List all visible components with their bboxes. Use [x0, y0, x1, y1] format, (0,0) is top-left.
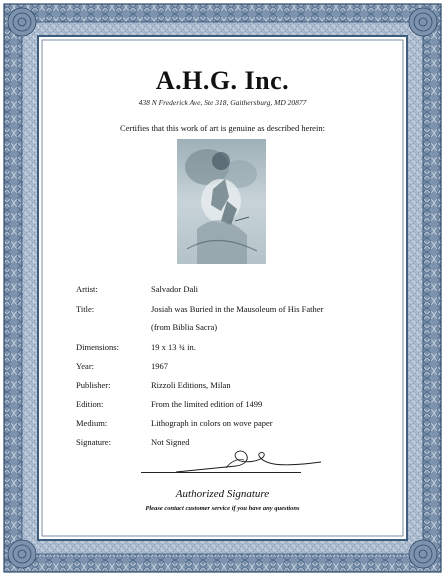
detail-value: Josiah was Buried in the Mausoleum of His Father [151, 304, 324, 314]
detail-label: Dimensions: [76, 342, 119, 352]
artwork-image [177, 139, 266, 264]
detail-value: From the limited edition of 1499 [151, 399, 263, 409]
detail-value: Lithograph in colors on wove paper [151, 418, 273, 428]
detail-label: Edition: [76, 399, 104, 409]
detail-label: Publisher: [76, 380, 111, 390]
authorized-signature-label: Authorized Signature [175, 488, 270, 500]
detail-label: Signature: [76, 437, 111, 447]
detail-value: 19 x 13 ¾ in. [151, 342, 196, 352]
detail-value: Rizzoli Editions, Milan [151, 380, 231, 390]
detail-value: Not Signed [151, 437, 190, 447]
detail-label: Artist: [76, 284, 98, 294]
company-title: A.H.G. Inc. [155, 66, 290, 95]
signature-scribble [166, 442, 326, 482]
signature-line [141, 472, 301, 473]
contact-note: Please contact customer service if you have any questions [145, 505, 300, 512]
company-address: 438 N Frederick Ave, Ste 318, Gaithersburg, MD 20877 [138, 98, 307, 107]
detail-value: 1967 [151, 361, 168, 371]
detail-label: Year: [76, 361, 95, 371]
detail-label: Medium: [76, 418, 108, 428]
detail-label: Title: [76, 304, 95, 314]
detail-value: Salvador Dali [151, 284, 198, 294]
certification-statement: Certifies that this work of art is genuine as described herein: [120, 123, 325, 133]
detail-value: (from Biblia Sacra) [151, 322, 218, 332]
certificate-body [46, 44, 399, 532]
